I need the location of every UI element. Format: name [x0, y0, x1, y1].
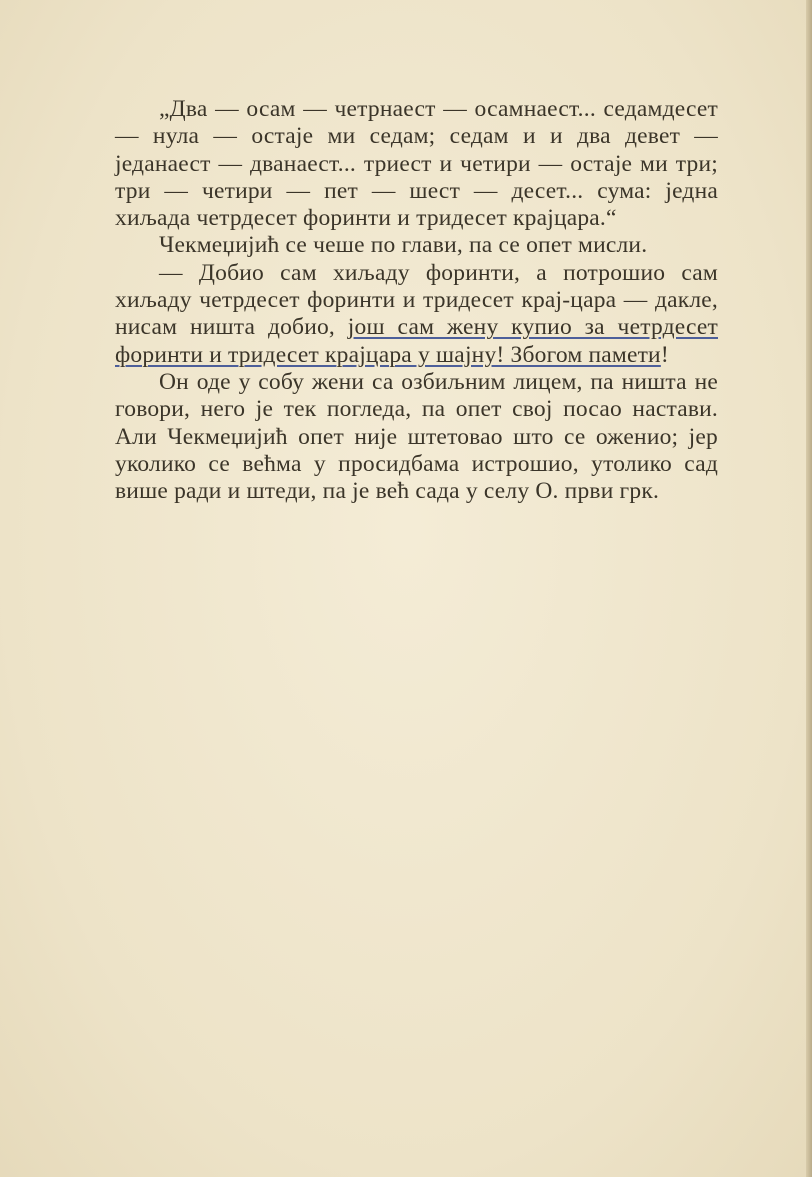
paragraph-3-start: — Добио сам хиљаду форинти, а потрошио сам хиљаду четрдесет форинти и тридесет крај-цара — дакле, нисам ништа добио,	[115, 259, 718, 341]
body-text	[115, 96, 718, 505]
paragraph-3-end: !	[660, 341, 669, 368]
paragraph-2: Чекмеџијић се чеше по глави, па се опет мисли.	[159, 232, 648, 259]
paragraph-4: Он оде у собу жени са озбиљним лицем, па ништа не говори, него је тек погледа, па опет свој посао настави. Али Чекмеџијић опет није штетовао што се оженио; јер уколико се већма у просидбама истрошио, утолико сад више ради и штеди, па је већ сада у селу О. први грк.	[115, 368, 718, 505]
pen-underlined-passage: још сам жену купио за четрдесет форинти и тридесет крајцара у шајну! Збогом памети	[115, 314, 718, 368]
paragraph-3	[115, 260, 718, 369]
page-edge	[806, 0, 812, 1177]
paragraph-1: „Два — осам — четрнаест — осамнаест... седамдесет — нула — остаје ми седам; седам и и два девет — једанаест — дванаест... триест и четири — остаје ми три; три — четири — пет — шест — десет... сума: једна хиљада четрдесет форинти и тридесет крајцара.“	[115, 96, 718, 232]
